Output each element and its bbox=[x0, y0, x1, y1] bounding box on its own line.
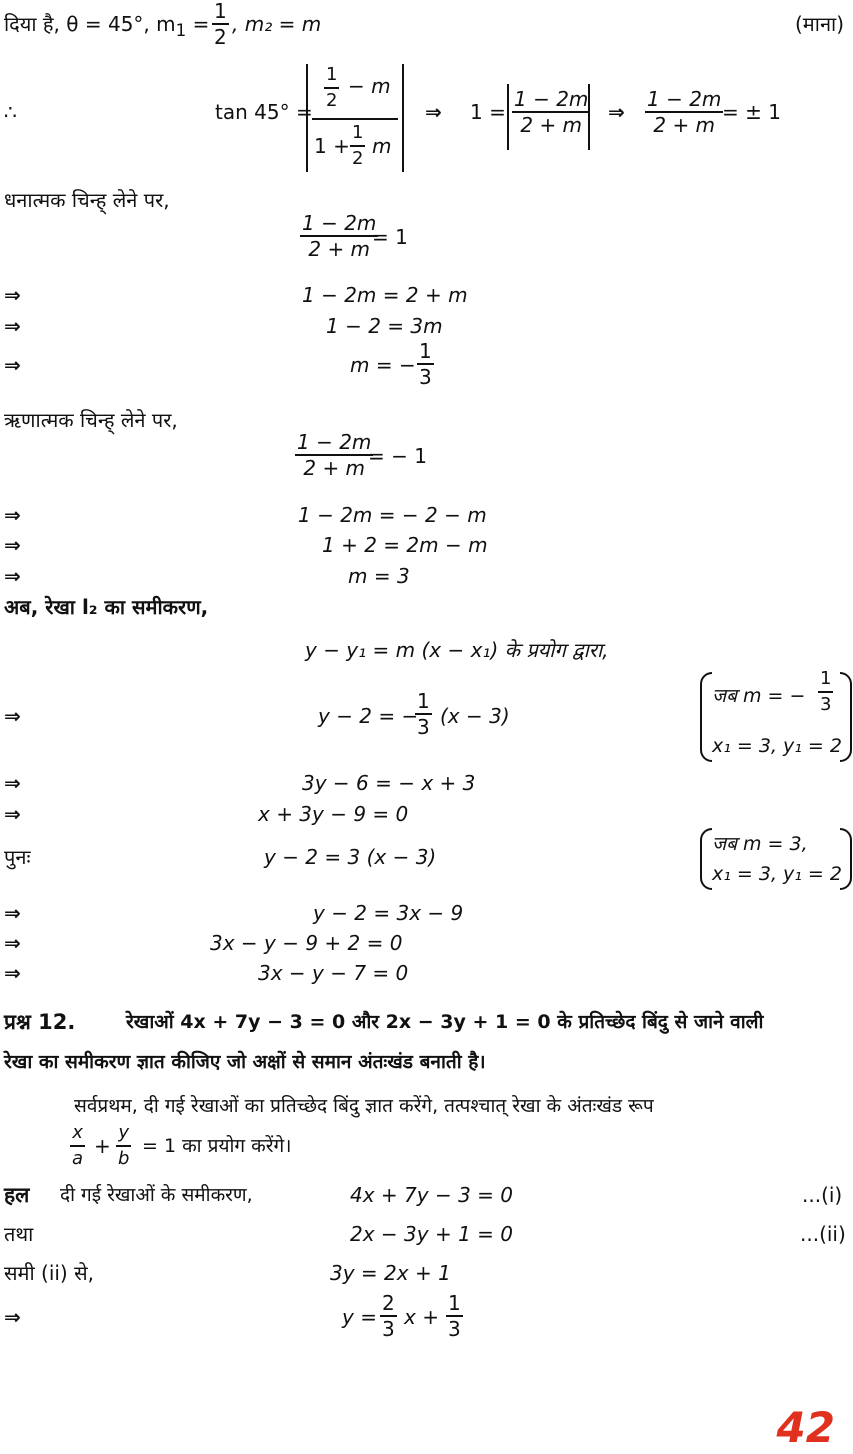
implies-1: ⇒ bbox=[425, 100, 442, 124]
arrow: ⇒ bbox=[4, 283, 21, 307]
arrow: ⇒ bbox=[4, 802, 21, 826]
arrow: ⇒ bbox=[4, 564, 21, 588]
neg-num: 1 − 2m bbox=[297, 430, 372, 454]
y-d1: 3 bbox=[382, 1317, 395, 1341]
big-den bbox=[312, 118, 398, 172]
pos-step-1: 1 − 2m = 2 + m bbox=[302, 283, 468, 307]
den-one: 1 + bbox=[314, 134, 350, 158]
y-n1: 2 bbox=[382, 1291, 395, 1315]
abs2-bar-left bbox=[507, 84, 509, 150]
note1-bottom: x₁ = 3, y₁ = 2 bbox=[712, 735, 842, 757]
note2-top: जब m = 3, bbox=[712, 833, 808, 855]
y-over-b bbox=[116, 1122, 131, 1170]
eq1-step-1: 3y − 6 = − x + 3 bbox=[302, 771, 476, 795]
y-frac-1 bbox=[380, 1292, 397, 1340]
m1-num: 1 bbox=[214, 0, 227, 23]
abs-bar-left bbox=[306, 64, 308, 172]
solution-given: दी गई रेखाओं के समीकरण, bbox=[60, 1184, 253, 1206]
note1-num: 1 bbox=[818, 668, 833, 693]
again-label: पुनः bbox=[4, 845, 31, 869]
question-label: प्रश्न 12. bbox=[4, 1010, 76, 1034]
neg-eq: = − 1 bbox=[368, 444, 427, 468]
den-m: m bbox=[372, 134, 392, 158]
m1-eq: = bbox=[186, 12, 210, 36]
abs-den: 2 + m bbox=[520, 113, 583, 137]
tan-label: tan 45° = bbox=[215, 100, 313, 124]
negative-fraction bbox=[295, 431, 373, 479]
arrow: ⇒ bbox=[4, 353, 21, 377]
pos-final-den: 3 bbox=[419, 365, 432, 389]
half-fraction bbox=[324, 64, 339, 112]
eq1-num: 1 bbox=[417, 689, 430, 713]
eq2-step-3: 3x − y − 7 = 0 bbox=[258, 961, 409, 985]
pos-eq: = 1 bbox=[372, 225, 408, 249]
x-over-a bbox=[70, 1122, 85, 1170]
result-fraction bbox=[645, 88, 723, 136]
y-d2: 3 bbox=[448, 1317, 461, 1341]
eq2: y − 2 = 3 (x − 3) bbox=[264, 845, 437, 869]
given-values: दिया है, θ = 45°, $m_1$ = bbox=[4, 12, 210, 40]
note2-bottom: x₁ = 3, y₁ = 2 bbox=[712, 863, 842, 885]
big-num bbox=[312, 64, 398, 118]
yb-num: y bbox=[116, 1122, 131, 1147]
xa-den: a bbox=[72, 1148, 84, 1169]
arrow: ⇒ bbox=[4, 771, 21, 795]
neg-den: 2 + m bbox=[303, 456, 366, 480]
big-fraction bbox=[312, 64, 398, 172]
half-den: 2 bbox=[326, 90, 338, 111]
y-n2: 1 bbox=[448, 1291, 461, 1315]
eq-tag-2: ...(ii) bbox=[800, 1222, 846, 1246]
implies-2: ⇒ bbox=[608, 100, 625, 124]
solution-eq-2: 2x − 3y + 1 = 0 bbox=[350, 1222, 513, 1246]
pos-num: 1 − 2m bbox=[302, 211, 377, 235]
arrow: ⇒ bbox=[4, 503, 21, 527]
note1-top: जब m = − bbox=[712, 685, 806, 707]
arrow: ⇒ bbox=[4, 961, 21, 985]
result-num: 1 − 2m bbox=[647, 87, 722, 111]
half-num-2: 1 bbox=[350, 122, 365, 147]
eq1-rhs: (x − 3) bbox=[440, 704, 510, 728]
pos-final: m = − bbox=[350, 353, 416, 377]
given-text: दिया है, θ = 45°, m bbox=[4, 12, 176, 36]
hint-plus: + bbox=[94, 1134, 111, 1158]
neg-step-1: 1 − 2m = − 2 − m bbox=[298, 503, 487, 527]
note1-fraction bbox=[818, 668, 833, 716]
solution-label: हल bbox=[4, 1183, 30, 1207]
arrow: ⇒ bbox=[4, 1305, 21, 1329]
y-mid: x + bbox=[404, 1305, 439, 1329]
solution-eq-1: 4x + 7y − 3 = 0 bbox=[350, 1183, 513, 1207]
half-den-2: 2 bbox=[352, 148, 364, 169]
negative-label: ऋणात्मक चिन्ह् लेने पर, bbox=[4, 408, 178, 432]
eq-tag-1: ...(i) bbox=[802, 1183, 843, 1207]
eq1-step-2: x + 3y − 9 = 0 bbox=[258, 802, 409, 826]
hint-rest: = 1 का प्रयोग करेंगे। bbox=[142, 1135, 292, 1157]
hint-text: सर्वप्रथम, दी गई रेखाओं का प्रतिच्छेद बिंदु ज्ञात करेंगे, तत्पश्चात् रेखा के अंतःखंड रूप bbox=[74, 1095, 654, 1117]
line-eq-heading: अब, रेखा l₂ का समीकरण, bbox=[4, 595, 209, 619]
eq2-step-1: y − 2 = 3x − 9 bbox=[313, 901, 464, 925]
and-label: तथा bbox=[4, 1222, 34, 1246]
y-frac-2 bbox=[446, 1292, 463, 1340]
arrow: ⇒ bbox=[4, 931, 21, 955]
abs-bar-right bbox=[402, 64, 404, 172]
page-number: 42 bbox=[776, 1403, 835, 1452]
pos-step-2: 1 − 2 = 3m bbox=[326, 314, 443, 338]
point-slope-formula: y − y₁ = m (x − x₁) के प्रयोग द्वारा, bbox=[305, 638, 609, 662]
m1-fraction bbox=[212, 0, 229, 48]
yb-den: b bbox=[118, 1148, 130, 1169]
arrow: ⇒ bbox=[4, 704, 21, 728]
question-text-2: रेखा का समीकरण ज्ञात कीजिए जो अक्षों से समान अंतःखंड बनाती है। bbox=[4, 1051, 486, 1073]
assumed-label: (माना) bbox=[795, 12, 845, 36]
arrow: ⇒ bbox=[4, 314, 21, 338]
note1-paren-left bbox=[700, 672, 712, 762]
positive-label: धनात्मक चिन्ह् लेने पर, bbox=[4, 188, 170, 212]
half-fraction-2 bbox=[350, 122, 365, 170]
y-lhs: y = bbox=[342, 1305, 377, 1329]
eq1-fraction bbox=[415, 690, 432, 738]
eq1-lhs: y − 2 = − bbox=[318, 704, 419, 728]
question-text-1: रेखाओं 4x + 7y − 3 = 0 और 2x − 3y + 1 = 0 के प्रतिच्छेद बिंदु से जाने वाली bbox=[126, 1011, 764, 1033]
note2-paren-left bbox=[700, 828, 712, 890]
half-num: 1 bbox=[324, 64, 339, 89]
neg-step-2: 1 + 2 = 2m − m bbox=[322, 533, 488, 557]
xa-num: x bbox=[70, 1122, 85, 1147]
one-eq: 1 = bbox=[470, 100, 506, 124]
note1-den: 3 bbox=[820, 694, 832, 715]
result-den: 2 + m bbox=[653, 113, 716, 137]
from-eq-label: समी (ii) से, bbox=[4, 1261, 94, 1285]
arrow: ⇒ bbox=[4, 901, 21, 925]
pos-final-num: 1 bbox=[419, 339, 432, 363]
positive-fraction bbox=[300, 212, 378, 260]
abs-fraction bbox=[512, 88, 590, 136]
therefore-symbol: ∴ bbox=[4, 100, 17, 124]
pos-final-fraction bbox=[417, 340, 434, 388]
m1-den: 2 bbox=[214, 25, 227, 49]
solution-step: 3y = 2x + 1 bbox=[330, 1261, 451, 1285]
m2-text: , m₂ = m bbox=[232, 12, 322, 36]
abs-num: 1 − 2m bbox=[514, 87, 589, 111]
pos-den: 2 + m bbox=[308, 237, 371, 261]
eq1-den: 3 bbox=[417, 715, 430, 739]
arrow: ⇒ bbox=[4, 533, 21, 557]
neg-step-3: m = 3 bbox=[348, 564, 410, 588]
minus-m: − m bbox=[348, 74, 391, 98]
pm-one: = ± 1 bbox=[722, 100, 781, 124]
eq2-step-2: 3x − y − 9 + 2 = 0 bbox=[210, 931, 403, 955]
